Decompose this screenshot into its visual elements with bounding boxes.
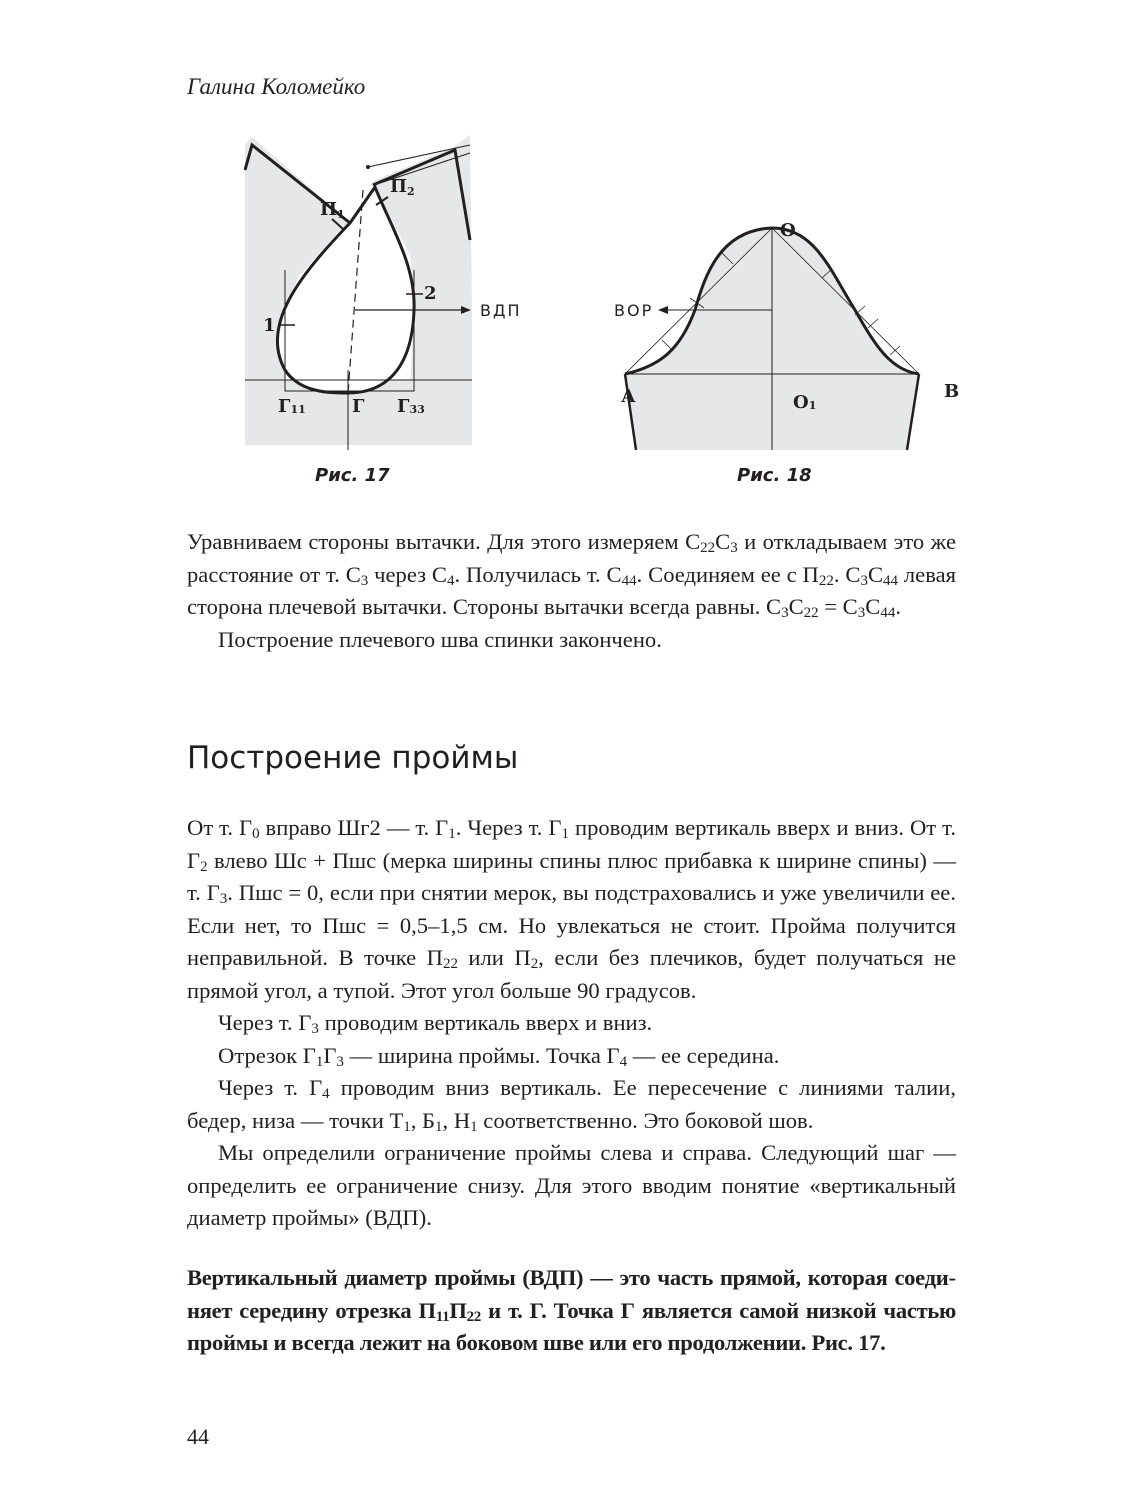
fig17-aux-point	[366, 165, 370, 169]
figure-17-caption: Рис. 17	[315, 465, 390, 486]
text-run: . Соединяем ее с П	[636, 561, 819, 587]
text-run: — ширина проймы. Точка Г	[343, 1042, 620, 1068]
subscript: 22	[803, 605, 819, 621]
subscript: 1	[448, 826, 456, 842]
subscript: 44	[880, 605, 896, 621]
fig18-label-o1: О1	[793, 392, 817, 413]
text-run: Построение плечевого шва спинки закончено.	[218, 626, 662, 652]
subscript: 0	[252, 826, 260, 842]
text-run: П	[449, 1297, 467, 1323]
subscript: 1	[435, 1118, 443, 1135]
text-run: Уравниваем стороны вытачки. Для этого измеряем С	[187, 529, 701, 554]
text-run: . С	[833, 561, 861, 587]
fig18-label-vor: ВОР	[614, 301, 654, 320]
text-run: С	[788, 594, 804, 619]
text-run: .	[895, 594, 901, 619]
text-run: С	[865, 594, 881, 619]
text-run: . Пшс = 0, если при снятии мерок, вы подстраховались и уже увеличили ее. Если нет, то Пшс = 0,5–1,5 см. Но увлекаться не стоит. Пройма получится неправильной. В точке П	[187, 880, 956, 970]
subscript: 3	[360, 572, 369, 589]
text-run: , если без плечиков, будет получаться не прямой угол, а тупой. Этот угол больше 90 градусов.	[187, 945, 956, 1003]
subscript: 3	[860, 572, 868, 589]
text-run: соответственно. Это боковой шов.	[477, 1107, 814, 1133]
paragraph	[187, 1007, 956, 1040]
paragraph	[187, 1137, 956, 1235]
paragraph	[187, 1072, 956, 1137]
subscript: 3	[781, 605, 789, 621]
page-number: 44	[187, 1424, 209, 1449]
fig17-label-1: 1	[263, 315, 276, 336]
subscript: 1	[403, 1118, 411, 1135]
paragraph	[187, 624, 956, 657]
text-run: . Получилась т. С	[454, 561, 622, 587]
subscript: 22	[700, 540, 716, 556]
text-run: Отрезок Г	[218, 1042, 316, 1068]
text-run: влево Шс + Пшс (мерка ширины спины плюс прибавка к ширине спины) — т. Г	[187, 847, 956, 905]
subscript: 22	[442, 956, 458, 972]
fig17-label-vdp: ВДП	[480, 301, 522, 320]
subscript: 4	[619, 1053, 628, 1070]
text-run: — ее середина.	[627, 1042, 780, 1068]
subscript: 44	[883, 572, 899, 589]
fig17-label-2: 2	[424, 283, 437, 304]
figure-17-drawing	[240, 135, 530, 455]
text-run: проводим вниз вертикаль. Ее пересечение с линиями талии, бедер, низа — точки Т	[187, 1075, 957, 1133]
definition-paragraph	[187, 1262, 956, 1360]
text-run: через С	[368, 561, 447, 587]
definition-block	[187, 1262, 956, 1360]
subscript: 3	[857, 605, 866, 621]
text-run: Г	[323, 1042, 337, 1068]
text-run: Мы определили ограничение проймы слева и справа. Следующий шаг — определить ее ограничение снизу. Для этого вводим понятие «вертикальный диаметр проймы» (ВДП).	[187, 1140, 956, 1230]
subscript: 2	[200, 858, 208, 875]
subscript: 4	[322, 1086, 330, 1102]
text-run: С	[715, 529, 731, 554]
subscript: 1	[561, 826, 569, 842]
figure-18-drawing	[600, 200, 980, 460]
text-run: , Б	[410, 1107, 436, 1133]
fig18-tick	[868, 319, 878, 328]
fig17-label-g33: Г33	[397, 396, 425, 417]
subscript: 4	[447, 572, 455, 589]
text-run: От т. Г	[187, 815, 253, 840]
paragraph	[187, 812, 956, 1007]
paragraph	[187, 1040, 956, 1073]
paragraph	[187, 526, 956, 624]
text-run: , Н	[442, 1107, 471, 1133]
body-text-main	[187, 812, 956, 1235]
subscript: 22	[818, 572, 834, 589]
figure-18-caption: Рис. 18	[737, 465, 812, 486]
text-run: Вертикальный диаметр проймы (ВДП) — это часть прямой, которая соединяет середину отрезка П	[187, 1265, 956, 1323]
section-heading: Построение проймы	[187, 740, 519, 776]
subscript: 1	[470, 1118, 478, 1135]
text-run: и т. Г. Точка Г является самой низкой частью проймы и всегда лежит на боковом шве или его продолжении. Рис. 17.	[187, 1297, 956, 1355]
subscript: 1	[315, 1053, 324, 1070]
text-run: Через т. Г	[218, 1010, 312, 1035]
subscript: 44	[621, 572, 637, 589]
running-head-author: Галина Коломейко	[187, 74, 366, 99]
figure-17	[240, 135, 530, 455]
text-run: Через т. Г	[218, 1075, 323, 1100]
fig18-label-b: В	[944, 381, 960, 402]
text-run: С	[867, 561, 884, 587]
text-run: проводим вертикаль вверх и вниз. От т. Г	[187, 815, 956, 873]
subscript: 2	[530, 956, 539, 972]
subscript: 22	[466, 1308, 482, 1325]
figure-18	[600, 200, 980, 460]
fig17-label-g: Г	[352, 396, 365, 417]
fig18-tick	[662, 340, 673, 351]
fig17-label-p2: П2	[390, 176, 415, 198]
body-text-top	[187, 526, 956, 656]
text-run: и откладываем это же расстояние от т. С	[187, 529, 956, 587]
text-run: . Через т. Г	[455, 815, 562, 840]
fig18-label-a: А	[621, 386, 636, 407]
text-run: вправо Шг2 — т. Г	[259, 815, 449, 840]
fig18-label-o: О	[780, 220, 796, 241]
fig17-label-p1: П1	[320, 199, 345, 221]
subscript: 11	[435, 1308, 450, 1325]
text-run: проводим вертикаль вверх и вниз.	[318, 1010, 653, 1035]
subscript: 3	[730, 540, 738, 556]
subscript: 3	[311, 1021, 319, 1037]
subscript: 3	[336, 1053, 344, 1070]
text-run: левая сторона плечевой вытачки. Стороны вытачки всегда равны. С	[187, 561, 957, 619]
subscript: 3	[219, 891, 228, 907]
text-run: = С	[818, 594, 858, 619]
fig18-vor-arrowhead-icon	[658, 306, 668, 314]
fig17-label-g11: Г11	[278, 396, 306, 417]
text-run: или П	[457, 945, 531, 970]
